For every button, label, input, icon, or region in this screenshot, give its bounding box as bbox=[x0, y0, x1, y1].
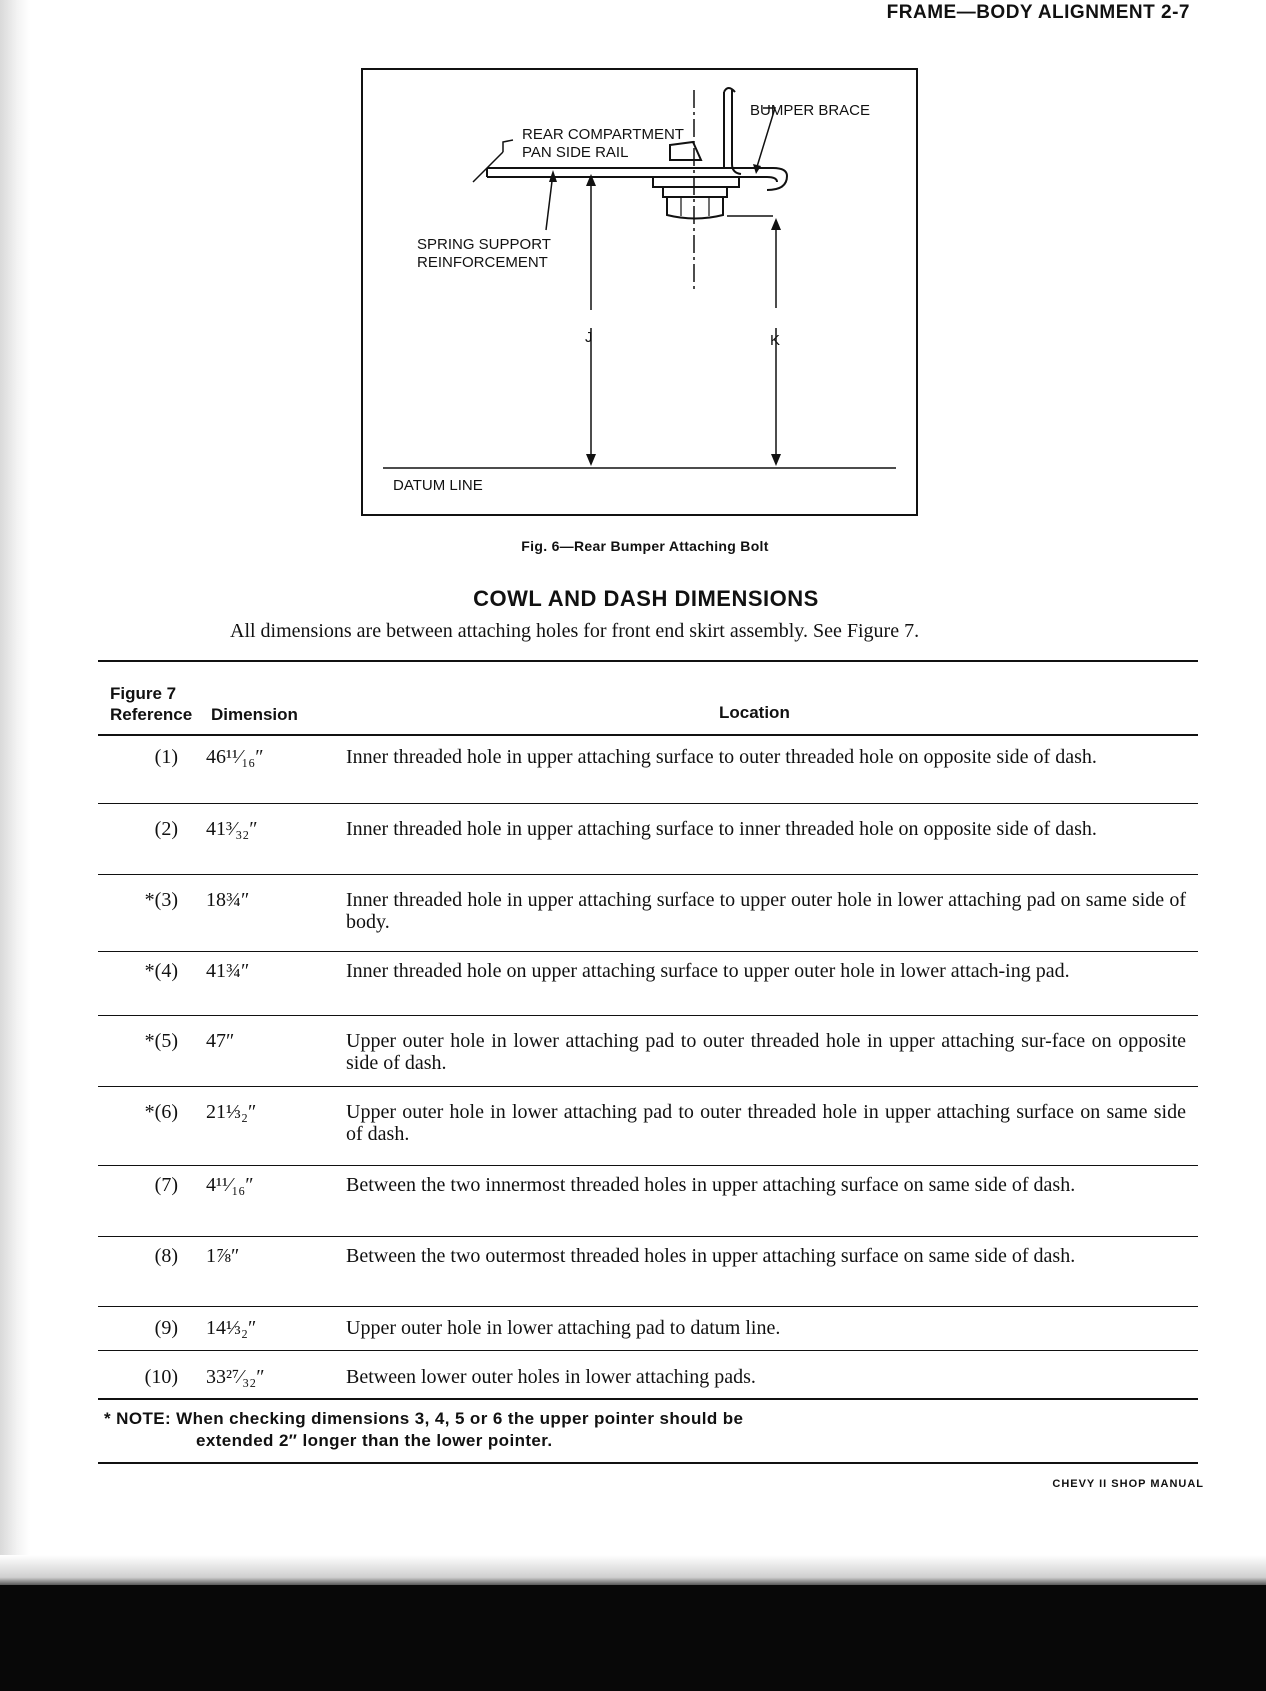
row-reference: (7) bbox=[154, 1174, 178, 1196]
row-location: Upper outer hole in lower attaching pad to datum line. bbox=[346, 1317, 781, 1339]
table-header-rule bbox=[98, 734, 1198, 736]
row-reference: *(3) bbox=[144, 889, 178, 911]
row-dimension: 41¾″ bbox=[206, 960, 250, 982]
row-dimension: 47″ bbox=[206, 1030, 235, 1052]
header-location: Location bbox=[719, 703, 790, 722]
row-location: Inner threaded hole in upper attaching surface to inner threaded hole on opposite side of dash. bbox=[346, 818, 1097, 840]
note-rule bbox=[98, 1462, 1198, 1464]
note-line-2: extended 2″ longer than the lower pointer. bbox=[196, 1431, 553, 1450]
label-bumper-brace: BUMPER BRACE bbox=[750, 102, 871, 119]
row-location: Upper outer hole in lower attaching pad to outer threaded hole in upper attaching surface on same side of dash. bbox=[346, 1101, 1186, 1145]
row-dimension: 14⅓₂″ bbox=[206, 1317, 257, 1339]
row-divider bbox=[98, 1165, 1198, 1166]
row-divider bbox=[98, 1015, 1198, 1016]
note-line-1: * NOTE: When checking dimensions 3, 4, 5 or 6 the upper pointer should be bbox=[104, 1409, 744, 1428]
row-dimension: 21⅓₂″ bbox=[206, 1101, 257, 1123]
label-dimension-k: K bbox=[770, 332, 781, 349]
row-location: Upper outer hole in lower attaching pad to outer threaded hole in upper attaching sur-face on opposite side of dash. bbox=[346, 1030, 1186, 1074]
row-dimension: 18¾″ bbox=[206, 889, 250, 911]
section-intro: All dimensions are between attaching holes for front end skirt assembly. See Figure 7. bbox=[230, 620, 920, 642]
scan-shadow bbox=[0, 1555, 1266, 1587]
row-reference: (8) bbox=[154, 1245, 178, 1267]
row-reference: *(4) bbox=[144, 960, 178, 982]
row-location: Inner threaded hole in upper attaching surface to outer threaded hole on opposite side of dash. bbox=[346, 746, 1097, 768]
row-reference: *(6) bbox=[144, 1101, 178, 1123]
row-reference: (2) bbox=[154, 818, 178, 840]
header-dimension: Dimension bbox=[211, 705, 298, 724]
row-dimension: 41³⁄₃₂″ bbox=[206, 818, 258, 840]
row-location: Inner threaded hole in upper attaching surface to upper outer hole in lower attaching pad on same side of body. bbox=[346, 889, 1186, 933]
row-reference: (10) bbox=[144, 1366, 178, 1388]
page-footer: CHEVY II SHOP MANUAL bbox=[1052, 1478, 1204, 1490]
row-dimension: 46¹¹⁄₁₆″ bbox=[206, 746, 264, 768]
row-reference: (1) bbox=[154, 746, 178, 768]
row-dimension: 1⅞″ bbox=[206, 1245, 240, 1267]
header-reference: Figure 7 Reference bbox=[110, 684, 193, 724]
row-divider bbox=[98, 874, 1198, 875]
row-location: Between the two innermost threaded holes in upper attaching surface on same side of dash. bbox=[346, 1174, 1076, 1196]
page-binding-edge bbox=[0, 0, 30, 1580]
figure-rear-bumper-bolt bbox=[361, 68, 918, 516]
row-reference: (9) bbox=[154, 1317, 178, 1339]
row-dimension: 33²⁷⁄₃₂″ bbox=[206, 1366, 265, 1388]
label-spring-support-reinforcement: SPRING SUPPORT REINFORCEMENT bbox=[417, 236, 551, 271]
row-dimension: 4¹¹⁄₁₆″ bbox=[206, 1174, 254, 1196]
row-location: Between the two outermost threaded holes in upper attaching surface on same side of dash. bbox=[346, 1245, 1076, 1267]
row-divider bbox=[98, 1350, 1198, 1351]
label-rear-compartment-pan-side-rail: REAR COMPARTMENT PAN SIDE RAIL bbox=[522, 126, 684, 161]
label-datum-line: DATUM LINE bbox=[393, 477, 483, 494]
row-divider bbox=[98, 803, 1198, 804]
row-reference: *(5) bbox=[144, 1030, 178, 1052]
table-bottom-rule bbox=[98, 1398, 1198, 1400]
scan-border bbox=[0, 1585, 1266, 1691]
row-divider bbox=[98, 951, 1198, 952]
row-divider bbox=[98, 1236, 1198, 1237]
figure-caption: Fig. 6—Rear Bumper Attaching Bolt bbox=[521, 538, 769, 554]
section-title: COWL AND DASH DIMENSIONS bbox=[473, 586, 819, 611]
row-location: Inner threaded hole on upper attaching surface to upper outer hole in lower attach-ing pad. bbox=[346, 960, 1070, 982]
table-top-rule bbox=[98, 660, 1198, 662]
table-note bbox=[104, 1408, 864, 1452]
row-divider bbox=[98, 1306, 1198, 1307]
row-divider bbox=[98, 1086, 1198, 1087]
label-dimension-j: J bbox=[585, 329, 593, 346]
running-head: FRAME—BODY ALIGNMENT 2-7 bbox=[886, 2, 1190, 23]
row-location: Between lower outer holes in lower attaching pads. bbox=[346, 1366, 756, 1388]
